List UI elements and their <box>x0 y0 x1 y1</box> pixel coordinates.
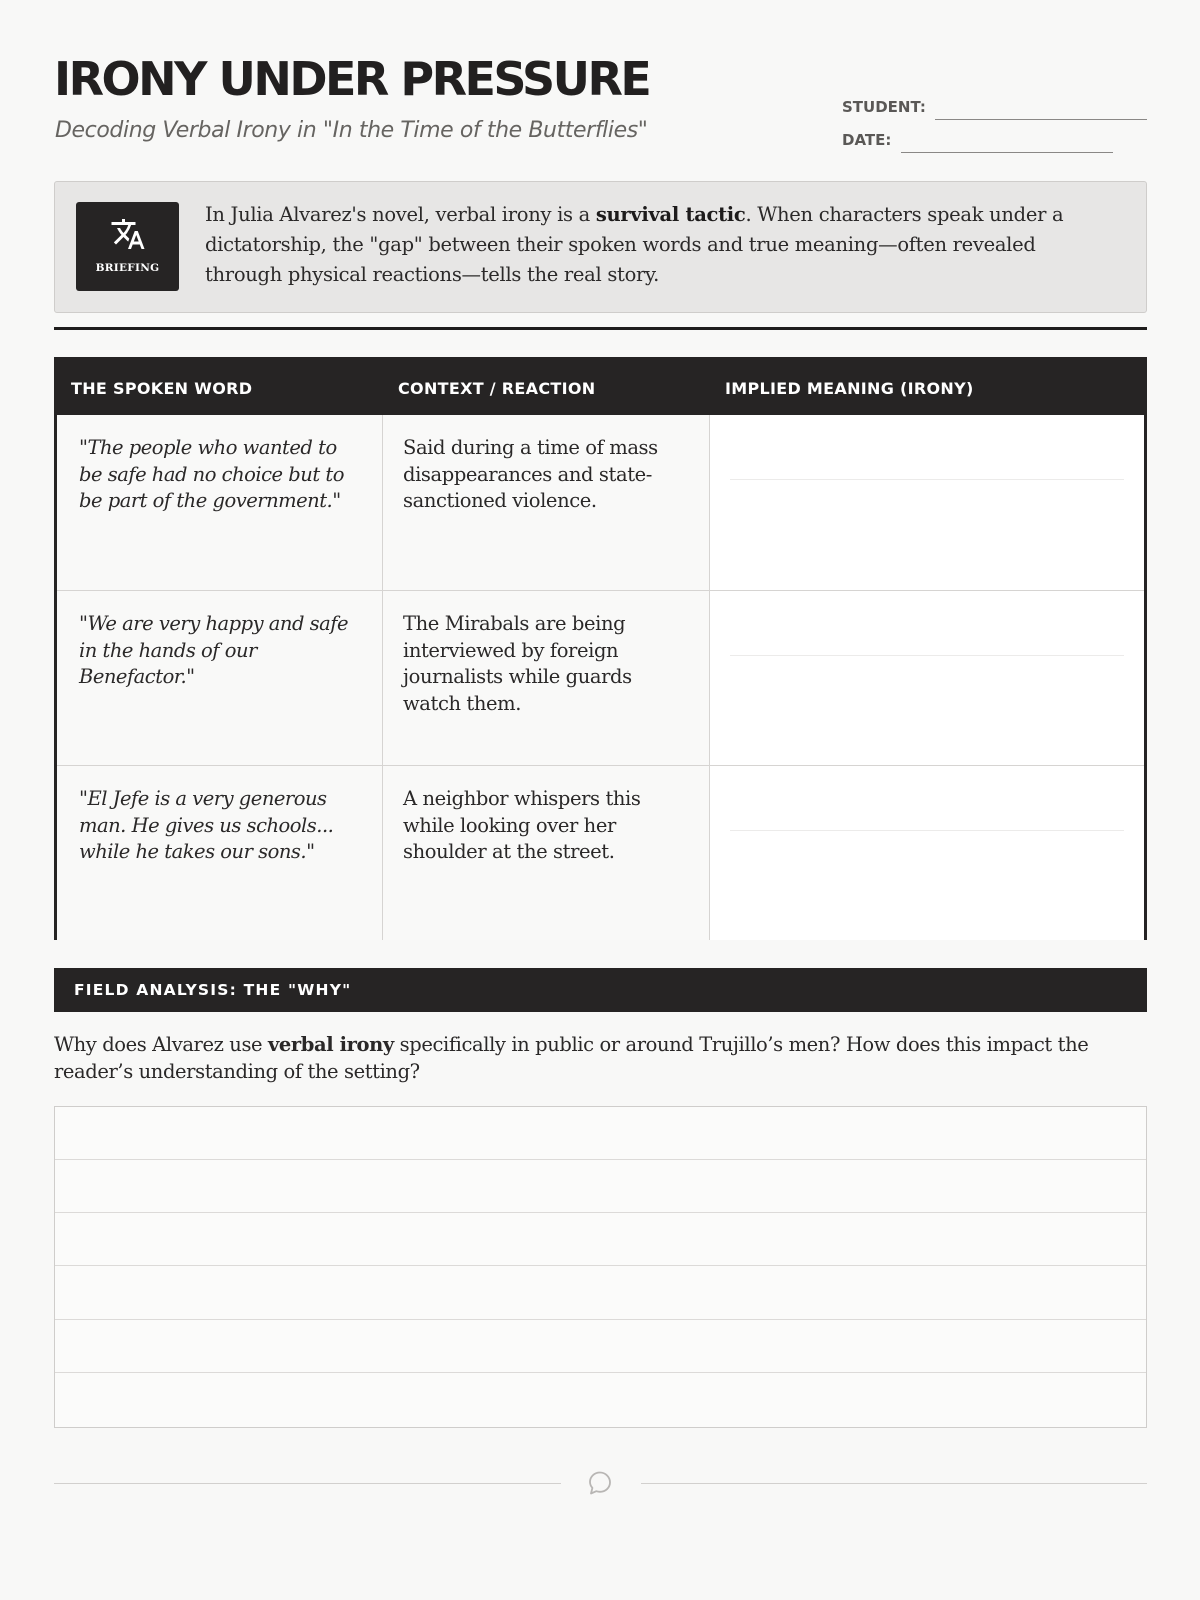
field-analysis-heading: FIELD ANALYSIS: THE "WHY" <box>74 981 352 999</box>
field-analysis-heading-bar <box>54 968 1147 1012</box>
table-row <box>57 765 1144 940</box>
speech-bubble-icon <box>587 1469 613 1501</box>
context-text: Said during a time of mass disappearances and state-sanctioned violence. <box>403 436 658 512</box>
page-subtitle: Decoding Verbal Irony in "In the Time of the Butterflies" <box>55 118 648 143</box>
context-text: A neighbor whispers this while looking over her shoulder at the street. <box>403 787 641 863</box>
context-cell <box>383 591 710 765</box>
spoken-quote: "El Jefe is a very generous man. He gives us schools... while he takes our sons." <box>79 787 334 863</box>
spoken-word-cell <box>57 591 383 765</box>
page-title: IRONY UNDER PRESSURE <box>54 52 650 106</box>
writing-line <box>55 1265 1146 1266</box>
briefing-text-end: . When characters speak under a dictatorship, the "gap" between their spoken words and true meaning—often revealed through physical reactions—tells the real story. <box>205 203 1064 286</box>
footer-divider-right <box>641 1483 1147 1484</box>
irony-table <box>54 357 1147 940</box>
implied-meaning-answer-cell[interactable] <box>710 591 1144 765</box>
column-header-implied-meaning: IMPLIED MEANING (IRONY) <box>725 379 974 398</box>
spoken-quote: "The people who wanted to be safe had no choice but to be part of the government." <box>79 436 344 512</box>
briefing-badge-label: BRIEFING <box>95 262 160 274</box>
table-header <box>57 360 1144 415</box>
student-name-field[interactable] <box>935 119 1147 120</box>
translate-icon <box>110 216 146 252</box>
date-field[interactable] <box>901 152 1113 153</box>
spoken-word-cell <box>57 415 383 590</box>
footer-divider-left <box>54 1483 561 1484</box>
date-label: DATE: <box>842 131 892 149</box>
writing-line <box>55 1159 1146 1160</box>
section-divider <box>54 327 1147 330</box>
table-row <box>57 415 1144 590</box>
student-label: STUDENT: <box>842 98 926 116</box>
question-text-emphasis: verbal irony <box>267 1033 394 1056</box>
spoken-quote: "We are very happy and safe in the hands of our Benefactor." <box>79 612 349 688</box>
answer-guide-line <box>730 655 1124 656</box>
context-cell <box>383 766 710 940</box>
context-text: The Mirabals are being interviewed by foreign journalists while guards watch them. <box>403 612 632 715</box>
briefing-badge <box>76 202 179 291</box>
question-text-start: Why does Alvarez use <box>54 1033 268 1056</box>
answer-guide-line <box>730 830 1124 831</box>
column-header-context: CONTEXT / REACTION <box>398 379 596 398</box>
writing-line <box>55 1212 1146 1213</box>
writing-line <box>55 1372 1146 1373</box>
briefing-text-emphasis: survival tactic <box>595 203 746 226</box>
question-text-end: specifically in public or around Trujillo’s men? How does this impact the reader’s understanding of the setting? <box>54 1033 1089 1083</box>
analysis-answer-box[interactable] <box>54 1106 1147 1428</box>
writing-line <box>55 1319 1146 1320</box>
table-row <box>57 590 1144 765</box>
column-header-spoken-word: THE SPOKEN WORD <box>71 379 253 398</box>
briefing-text-start: In Julia Alvarez's novel, verbal irony is a <box>205 203 596 226</box>
answer-guide-line <box>730 479 1124 480</box>
implied-meaning-answer-cell[interactable] <box>710 415 1144 590</box>
analysis-question <box>54 1032 1147 1085</box>
briefing-text <box>205 200 1117 290</box>
implied-meaning-answer-cell[interactable] <box>710 766 1144 940</box>
spoken-word-cell <box>57 766 383 940</box>
context-cell <box>383 415 710 590</box>
briefing-panel <box>54 181 1147 313</box>
